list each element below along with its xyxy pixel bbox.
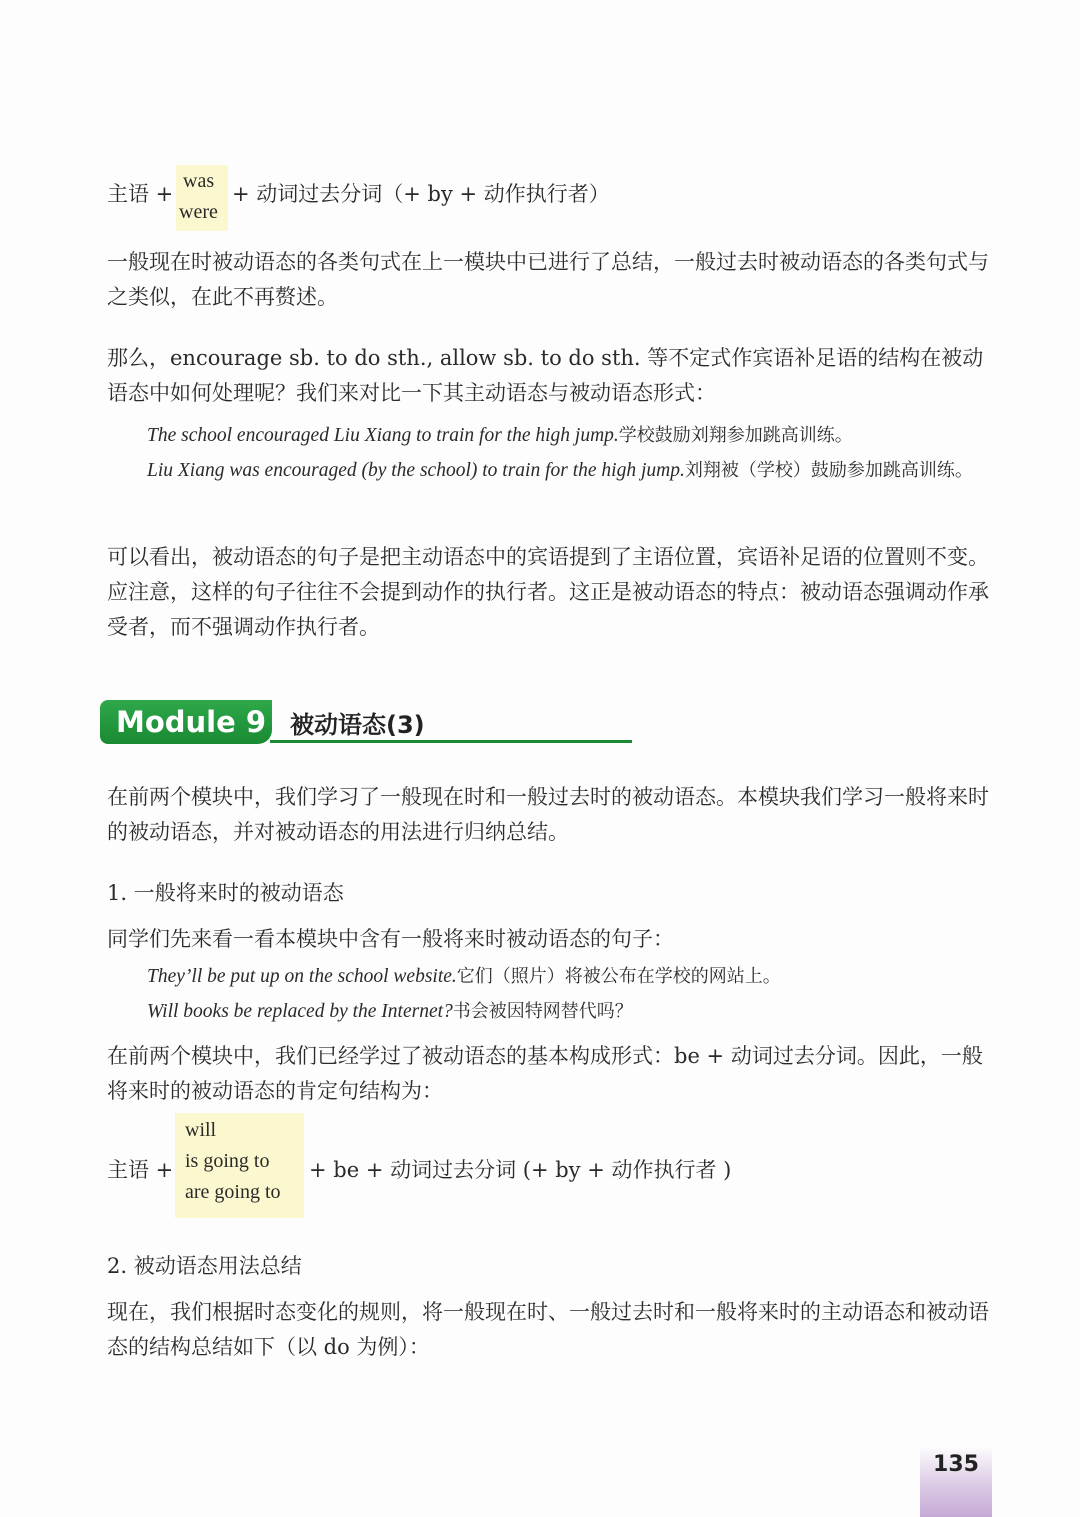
section-heading: 1. 一般将来时的被动语态 (107, 881, 344, 905)
example-zh: 刘翔被（学校）鼓励参加跳高训练。 (684, 460, 973, 481)
option-is-going-to: is going to (185, 1150, 270, 1172)
option-was: was (183, 170, 215, 192)
example-en: Will books be replaced by the Internet? (147, 1001, 453, 1022)
example-sentence (147, 958, 992, 994)
page-number: 135 (933, 1452, 979, 1477)
example-zh: 它们（照片）将被公布在学校的网站上。 (456, 966, 781, 987)
example-en: They’ll be put up on the school website. (147, 966, 457, 987)
formula-rest: + 动词过去分词（+ by + 动作执行者） (232, 182, 610, 206)
paragraph: 可以看出，被动语态的句子是把主动语态中的宾语提到了主语位置，宾语补足语的位置则不变。应注意，这样的句子往往不会提到动作的执行者。这正是被动语态的特点：被动语态强调动作承受者，而不强调动作执行者。 (107, 545, 989, 639)
example-sentence (147, 993, 992, 1029)
option-were: were (179, 201, 218, 223)
example-zh: 学校鼓励刘翔参加跳高训练。 (618, 425, 853, 446)
paragraph: 在前两个模块中，我们已经学过了被动语态的基本构成形式：be + 动词过去分词。因此，一般将来时的被动语态的肯定句结构为： (107, 1044, 983, 1103)
example-en: Liu Xiang was encouraged (by the school) to train for the high jump. (147, 460, 685, 481)
paragraph: 同学们先来看一看本模块中含有一般将来时被动语态的句子： (107, 927, 674, 951)
paragraph: 现在，我们根据时态变化的规则，将一般现在时、一般过去时和一般将来时的主动语态和被动语态的结构总结如下（以 do 为例）： (107, 1300, 989, 1359)
formula-rest: + be + 动词过去分词 (+ by + 动作执行者 ) (309, 1158, 732, 1182)
paragraph: 一般现在时被动语态的各类句式在上一模块中已进行了总结，一般过去时被动语态的各类句式与之类似，在此不再赘述。 (107, 250, 989, 309)
option-will: will (185, 1119, 217, 1141)
section-heading: 2. 被动语态用法总结 (107, 1254, 302, 1278)
option-are-going-to: are going to (185, 1181, 281, 1203)
example-sentence (147, 417, 992, 453)
example-sentence (147, 452, 992, 488)
module-label: Module 9 (100, 700, 272, 744)
example-en: The school encouraged Liu Xiang to train for the high jump. (147, 425, 619, 446)
formula-subject: 主语 + (107, 182, 174, 206)
formula-subject: 主语 + (107, 1158, 174, 1182)
module-title: 被动语态(3) (290, 711, 425, 739)
intro-paragraph: 在前两个模块中，我们学习了一般现在时和一般过去时的被动语态。本模块我们学习一般将来时的被动语态，并对被动语态的用法进行归纳总结。 (107, 785, 989, 844)
paragraph: 那么，encourage sb. to do sth., allow sb. to do sth. 等不定式作宾语补足语的结构在被动语态中如何处理呢？我们来对比一下其主动语态与被动语态形式： (107, 346, 984, 405)
module-underline (270, 740, 632, 743)
example-zh: 书会被因特网替代吗？ (452, 1001, 633, 1022)
